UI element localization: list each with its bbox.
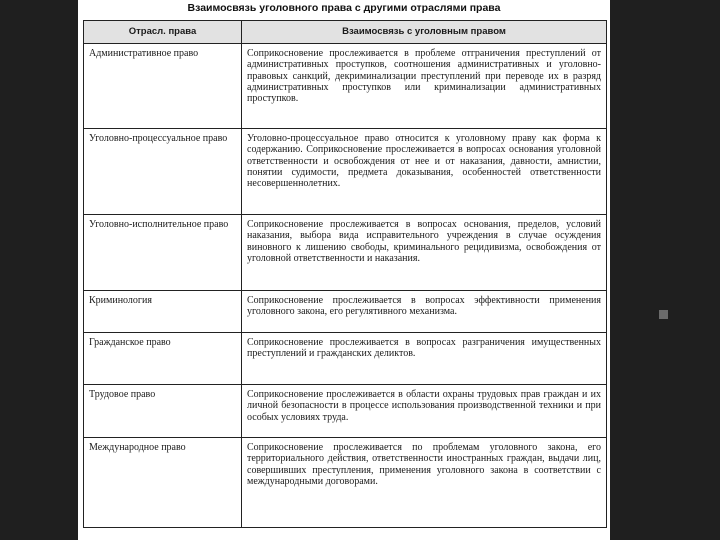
table-row xyxy=(84,438,607,528)
header-relation: Взаимосвязь с уголовным правом xyxy=(242,21,607,44)
branch-cell: Трудовое право xyxy=(84,385,242,438)
relation-cell: Соприкосновение прослеживается в области охраны трудовых прав граждан и их личной безопасности в процессе использования производственной техники и при особых условиях труда. xyxy=(242,385,607,438)
table-row xyxy=(84,44,607,129)
table-row xyxy=(84,291,607,333)
relations-table xyxy=(83,20,607,528)
document-title: Взаимосвязь уголовного права с другими отраслями права xyxy=(187,2,501,14)
slide-bullet-square xyxy=(659,310,668,319)
branch-cell: Гражданское право xyxy=(84,333,242,385)
relation-cell: Соприкосновение прослеживается в проблеме отграничения преступлений от административных проступков, соотношения административных и уголовно-правовых санкций, декриминализации преступлений при переводе их в разряд административных проступков или криминализации административных проступков. xyxy=(242,44,607,129)
relation-cell: Уголовно-процессуальное право относится к уголовному праву как форма к содержанию. Соприкосновение прослеживается в вопросах основания уголовной ответственности и освобождения от нее и от наказания, давности, амнистии, понятии судимости, предмета доказывания, особенностей ответственности несовершеннолетних. xyxy=(242,129,607,215)
table-row xyxy=(84,333,607,385)
table-header-row xyxy=(84,21,607,44)
branch-cell: Административное право xyxy=(84,44,242,129)
relation-cell: Соприкосновение прослеживается в вопросах разграничения имущественных преступлений и гражданских деликтов. xyxy=(242,333,607,385)
relation-cell: Соприкосновение прослеживается в вопросах основания, пределов, условий наказания, выбора вида исправительного учреждения в случае осуждения виновного к лишению свободы, криминального рецидивизма, освобождения от уголовной ответственности и наказания. xyxy=(242,215,607,291)
header-branch: Отрасл. права xyxy=(84,21,242,44)
branch-cell: Криминология xyxy=(84,291,242,333)
table-row xyxy=(84,215,607,291)
relation-cell: Соприкосновение прослеживается в вопросах эффективности применения уголовного закона, его регулятивного механизма. xyxy=(242,291,607,333)
document-page xyxy=(78,0,610,540)
branch-cell: Уголовно-процессуальное право xyxy=(84,129,242,215)
relation-cell: Соприкосновение прослеживается по проблемам уголовного закона, его территориального действия, ответственности иностранных граждан, выдачи лиц, совершивших преступления, применения уголовного закона в соответствии с международными договорами. xyxy=(242,438,607,528)
table-row xyxy=(84,385,607,438)
branch-cell: Международное право xyxy=(84,438,242,528)
branch-cell: Уголовно-исполнительное право xyxy=(84,215,242,291)
table-row xyxy=(84,129,607,215)
